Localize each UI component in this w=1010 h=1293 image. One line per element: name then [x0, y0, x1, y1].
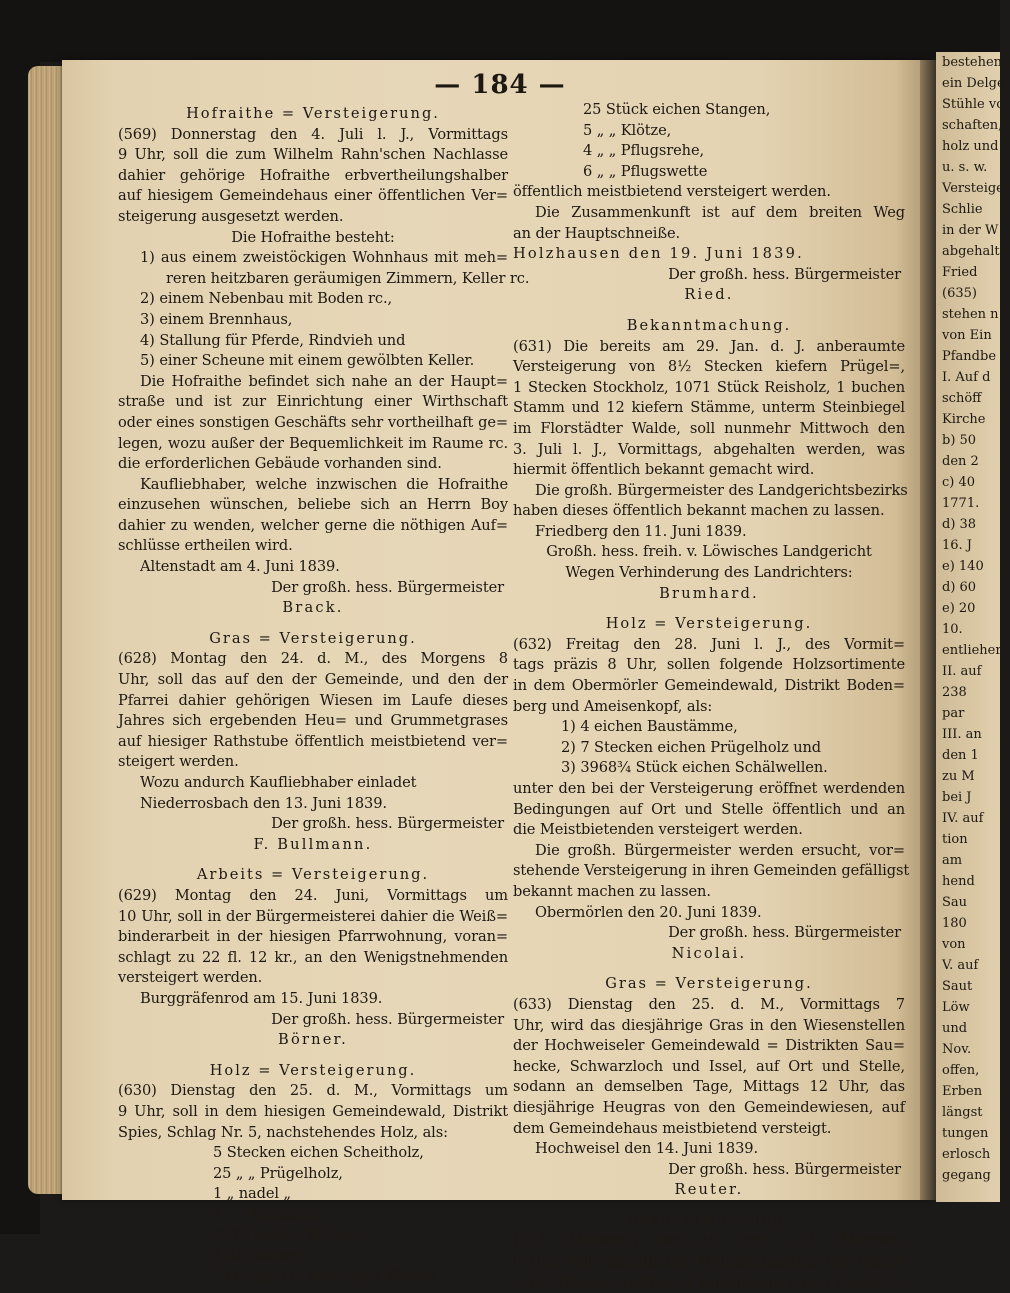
text-line: 1) aus einem zweistöckigen Wohnhaus mit meh=: [140, 249, 508, 267]
text-line: 1 „ nadel „: [213, 1185, 291, 1203]
text-line: 5 „ „ Klötze,: [583, 121, 672, 139]
text-line: Niederrosbach den 13. Juni 1839.: [140, 794, 387, 812]
section-gap: [513, 306, 905, 312]
text-line: (634) Mittwoch den 26. Juni l. J., Morgens: [513, 1232, 905, 1250]
text-line: 10 Uhr, soll in der Bürgermeisterei dahier die Weiß=: [118, 907, 508, 925]
book-gutter: [920, 60, 936, 1200]
text-line: Nicolai.: [671, 944, 747, 962]
text-line: einzusehen wünschen, beliebe sich an Herrn Boy: [118, 496, 508, 514]
text-line: verstorbenen Apotheker Engelmann'schen Eheleute,: [513, 1273, 905, 1291]
next-page-line: Saut: [942, 979, 973, 994]
next-page-line: offen,: [942, 1063, 980, 1078]
text-line: sodann an demselben Tage, Mittags 12 Uhr, das: [513, 1078, 905, 1096]
next-page-line: schöff: [942, 391, 982, 406]
text-line: oder eines sonstigen Geschäfts sehr vortheilhaft ge=: [118, 413, 508, 431]
text-line: Die großh. Bürgermeister werden ersucht, vor=: [535, 841, 905, 859]
next-page-line: hend: [942, 874, 975, 889]
text-line: 714 nadel u. weichholz Wellen,: [213, 1267, 440, 1285]
next-page-line: tungen: [942, 1126, 989, 1141]
text-line: versteigert werden.: [118, 969, 263, 987]
next-page-line: bei J: [942, 790, 972, 805]
text-line: Wozu andurch Kaufliebhaber einladet: [140, 774, 417, 791]
text-line: Obermörlen den 20. Juni 1839.: [535, 903, 762, 921]
text-line: in dem Obermörler Gemeindewald, Distrikt Boden=: [513, 677, 905, 695]
text-line: Uhr, soll das auf den der Gemeinde, und den der: [118, 671, 508, 689]
text-line: legen, wozu außer der Bequemlichkeit im Raume rc.: [118, 434, 508, 452]
section-gap: [513, 604, 905, 610]
next-page-line: d) 60: [942, 580, 977, 595]
text-line: dahier gehörige Hofraithe erbvertheilungshalber: [118, 166, 508, 184]
next-page-line: Versteiger: [942, 181, 1010, 196]
text-line: Stamm und 12 kiefern Stämme, unterm Steinbiegel: [513, 399, 905, 417]
next-page-line: holz und: [942, 139, 999, 154]
text-line: 9 Uhr, soll die zum Wilhelm Rahn'schen Nachlasse: [118, 146, 508, 164]
text-line: steigerung ausgesetzt werden.: [118, 207, 344, 225]
text-line: die Meistbietenden versteigert werden.: [513, 821, 803, 839]
section-gap: [513, 964, 905, 970]
text-line: Friedberg den 11. Juni 1839.: [535, 522, 747, 540]
text-line: 1 Stecken Stockholz, 1071 Stück Reisholz, 1 buchen: [513, 378, 905, 396]
text-line: Pfarrei dahier gehörigen Wiesen im Laufe dieses: [118, 691, 508, 709]
next-page-line: I. Auf d: [942, 370, 991, 385]
text-line: hecke, Schwarzloch und Issel, auf Ort und Stelle,: [513, 1057, 905, 1075]
next-page-line: abgehalte: [942, 244, 1008, 259]
next-page-line: tion: [942, 832, 968, 847]
text-line: 5) einer Scheune mit einem gewölbten Keller.: [140, 352, 475, 370]
text-line: Reuter.: [674, 1181, 744, 1199]
text-line: hiermit öffentlich bekannt gemacht wird.: [513, 461, 815, 479]
next-page-line: par: [942, 706, 965, 721]
text-line: Bedingungen auf Ort und Stelle öffentlich und an: [513, 800, 905, 818]
next-page-line: Sau: [942, 895, 968, 910]
text-line: Ried.: [684, 286, 734, 304]
text-line: berg und Ameisenkopf, als:: [513, 697, 713, 715]
next-page-line: IV. auf: [942, 811, 984, 826]
text-line: auf hiesigem Gemeindehaus einer öffentlichen Ver=: [118, 187, 508, 205]
text-line: tags präzis 8 Uhr, sollen folgende Holzsortimente: [513, 656, 905, 674]
text-line: auf hiesiger Rathstube öffentlich meistbietend ver=: [118, 732, 508, 750]
next-page-line: Nov.: [942, 1042, 972, 1057]
next-page-line: III. an: [942, 727, 982, 742]
text-line: F. Bullmann.: [253, 835, 373, 853]
next-page-line: Löw: [942, 1000, 970, 1015]
text-line: diesjährige Heugras von den Gemeindewiesen, auf: [513, 1098, 905, 1116]
next-page-line: am: [942, 853, 963, 868]
text-line: stehende Versteigerung in ihren Gemeinden gefälligst: [513, 862, 910, 880]
next-page-line: Fried: [942, 265, 978, 280]
next-page-line: ein Delge: [942, 76, 1005, 91]
next-page-line: zu M: [942, 769, 975, 784]
text-line: Jahres sich ergebenden Heu= und Grummetgrases: [118, 712, 508, 730]
next-page-line: Kirche: [942, 412, 986, 427]
text-line: 3) 3968¾ Stück eichen Schälwellen.: [561, 759, 828, 777]
next-page-line: bestehend: [942, 55, 1010, 70]
text-line: Wegen Verhinderung des Landrichters:: [565, 564, 853, 582]
text-line: Die großh. Bürgermeister des Landgerichtsbezirks: [535, 481, 908, 499]
page-number: — 184 —: [434, 70, 566, 100]
text-line: Der großh. hess. Bürgermeister: [668, 924, 901, 942]
section-heading: Holz = Versteigerung.: [209, 1061, 417, 1079]
next-page-line: e) 20: [942, 601, 976, 616]
text-line: Der großh. hess. Bürgermeister: [668, 265, 901, 283]
text-line: 4 „ „ Pflugsrehe,: [583, 142, 705, 160]
next-page-fragment: [936, 52, 1010, 1202]
text-line: dem Gemeindehaus meistbietend versteigt.: [513, 1119, 832, 1137]
text-line: öffentlich meistbietend versteigert werden.: [513, 183, 831, 201]
text-line: der Hochweiseler Gemeindewald = Distrikten Sau=: [513, 1037, 905, 1055]
next-page-line: c) 40: [942, 475, 976, 490]
text-line: 4575 eichen Wellen,: [213, 1226, 361, 1244]
text-line: steigert werden.: [118, 753, 239, 771]
text-line: (628) Montag den 24. d. M., des Morgens 8: [118, 650, 508, 668]
next-page-line: u. s. w.: [942, 160, 988, 175]
text-line: straße und ist zur Einrichtung einer Wirthschaft: [118, 393, 508, 411]
text-line: 5 Stecken eichen Scheitholz,: [213, 1144, 424, 1162]
text-line: Brack.: [282, 599, 344, 617]
next-page-line: stehen n: [942, 307, 999, 322]
text-line: 1100 birken „: [213, 1247, 314, 1265]
text-line: Börner.: [278, 1031, 348, 1049]
text-line: Kaufliebhaber, welche inzwischen die Hofraithe: [140, 475, 508, 493]
section-gap: [118, 619, 508, 625]
next-page-line: 180: [942, 916, 967, 931]
section-gap: [513, 1201, 905, 1207]
next-page-line: Schlie: [942, 202, 983, 217]
section-heading: Holz = Versteigerung.: [605, 615, 813, 633]
next-page-line: II. auf: [942, 664, 982, 679]
section-heading: Bekanntmachung.: [626, 316, 792, 334]
next-page-line: V. auf: [942, 958, 979, 973]
next-page-line: erlosch: [942, 1147, 991, 1162]
text-line: Der großh. hess. Bürgermeister: [668, 1160, 901, 1178]
text-line: (569) Donnerstag den 4. Juli l. J., Vormittags: [118, 125, 508, 143]
section-heading: Hofraithe = Versteigerung.: [186, 105, 440, 122]
text-line: (632) Freitag den 28. Juni l. J., des Vormit=: [513, 635, 905, 653]
next-page-line: längst: [942, 1105, 983, 1120]
right-column: [513, 100, 910, 1293]
text-line: 2) 7 Stecken eichen Prügelholz und: [561, 738, 822, 756]
text-line: (633) Dienstag den 25. d. M., Vormittags 7: [513, 995, 905, 1013]
next-page-line: 16. J: [942, 538, 973, 553]
text-line: an der Hauptschneiße.: [513, 224, 681, 242]
text-line: 1) 4 eichen Baustämme,: [561, 718, 738, 736]
text-line: reren heitzbaren geräumigen Zimmern, Keller rc.: [166, 269, 530, 287]
next-page-line: Stühle vo: [942, 97, 1005, 112]
next-page-line: den 2: [942, 454, 979, 469]
text-line: Uhr, wird das diesjährige Gras in den Wiesenstellen: [513, 1016, 905, 1034]
text-line: haben dieses öffentlich bekannt machen zu lassen.: [513, 502, 885, 520]
next-page-line: 1771.: [942, 496, 980, 511]
next-page-line: den 1: [942, 748, 979, 763]
text-line: 9 Uhr, soll in dem hiesigen Gemeindewald, Distrikt: [118, 1102, 508, 1120]
section-gap: [118, 1051, 508, 1057]
text-line: Der großh. hess. Bürgermeister: [271, 1010, 504, 1028]
text-line: 4) Stallung für Pferde, Rindvieh und: [140, 331, 406, 349]
next-page-line: Erben: [942, 1084, 983, 1099]
text-line: Der großh. hess. Bürgermeister: [271, 815, 504, 833]
text-line: bekannt machen zu lassen.: [513, 882, 711, 900]
text-line: dahier zu wenden, welcher gerne die nöthigen Auf=: [118, 516, 508, 534]
section-gap: [118, 855, 508, 861]
text-line: 3) einem Brennhaus,: [140, 310, 293, 328]
text-line: binderarbeit in der hiesigen Pfarrwohnung, voran=: [118, 928, 508, 946]
text-line: (630) Dienstag den 25. d. M., Vormittags um: [118, 1082, 508, 1100]
text-line: die erforderlichen Gebäude vorhanden sind.: [118, 455, 442, 473]
text-line: (629) Montag den 24. Juni, Vormittags um: [118, 886, 508, 904]
text-line: Spies, Schlag Nr. 5, nachstehendes Holz, als:: [118, 1123, 448, 1141]
next-page-line: und: [942, 1021, 968, 1036]
text-line: Burggräfenrod am 15. Juni 1839.: [140, 989, 383, 1007]
next-page-line: 10.: [942, 622, 963, 637]
background-surface: [0, 0, 1000, 62]
text-line: 25 Stück eichen Stangen,: [583, 101, 771, 118]
text-line: Brumhard.: [659, 584, 759, 602]
text-line: 25 „ „ Prügelholz,: [213, 1164, 343, 1182]
next-page-line: b) 50: [942, 433, 977, 448]
text-line: Großh. hess. freih. v. Löwisches Landgericht: [546, 543, 872, 561]
text-line: Die Zusammenkunft ist auf dem breiten Weg: [535, 203, 905, 221]
next-page-line: von Ein: [942, 328, 992, 343]
next-page-line: e) 140: [942, 559, 984, 574]
text-line: 3. Juli l. J., Vormittags, abgehalten werden, was: [513, 440, 905, 458]
section-heading: Gras = Versteigerung.: [605, 975, 813, 993]
next-page-line: von: [942, 937, 966, 952]
section-heading: Arbeits = Versteigerung.: [196, 866, 430, 884]
next-page-line: Pfandbe: [942, 349, 997, 364]
left-column: [118, 100, 530, 1287]
text-line: im Florstädter Walde, soll nunmehr Mittwoch den: [513, 419, 905, 437]
text-line: unter den bei der Versteigerung eröffnet werdenden: [513, 780, 905, 797]
text-line: Holzhausen den 19. Juni 1839.: [513, 245, 804, 263]
next-page-line: (635): [942, 286, 977, 301]
text-line: 9 Uhr, soll sämmtlicher Mobiliennachlaß der dahier: [513, 1253, 905, 1271]
text-line: (631) Die bereits am 29. Jan. d. J. anberaumte: [513, 337, 905, 355]
text-line: Altenstadt am 4. Juni 1839.: [140, 558, 340, 576]
text-line: Versteigerung von 8½ Stecken kiefern Prügel=,: [513, 358, 905, 376]
next-page-line: gegang: [942, 1168, 991, 1183]
next-page-line: schaften,: [942, 118, 1003, 133]
text-line: 2) einem Nebenbau mit Boden rc.,: [140, 290, 393, 308]
next-page-line: entlieher: [942, 643, 1002, 658]
next-page-line: d) 38: [942, 517, 977, 532]
text-line: Die Hofraithe besteht:: [231, 228, 395, 246]
text-line: Hochweisel den 14. Juni 1839.: [535, 1140, 759, 1158]
text-line: schlüsse ertheilen wird.: [118, 537, 293, 555]
text-line: Der großh. hess. Bürgermeister: [271, 578, 504, 596]
text-line: schlagt zu 22 fl. 12 kr., an den Wenigstnehmenden: [118, 948, 508, 966]
next-page-line: 238: [942, 685, 967, 700]
next-page-line: in der W: [942, 223, 999, 238]
text-line: 1 „ „ Stockholz,: [213, 1205, 327, 1223]
text-line: 6 „ „ Pflugswette: [583, 162, 708, 180]
text-line: Die Hofraithe befindet sich nahe an der Haupt=: [140, 372, 508, 390]
section-heading: Bekanntmachung.: [626, 1211, 792, 1229]
section-heading: Gras = Versteigerung.: [209, 629, 417, 647]
